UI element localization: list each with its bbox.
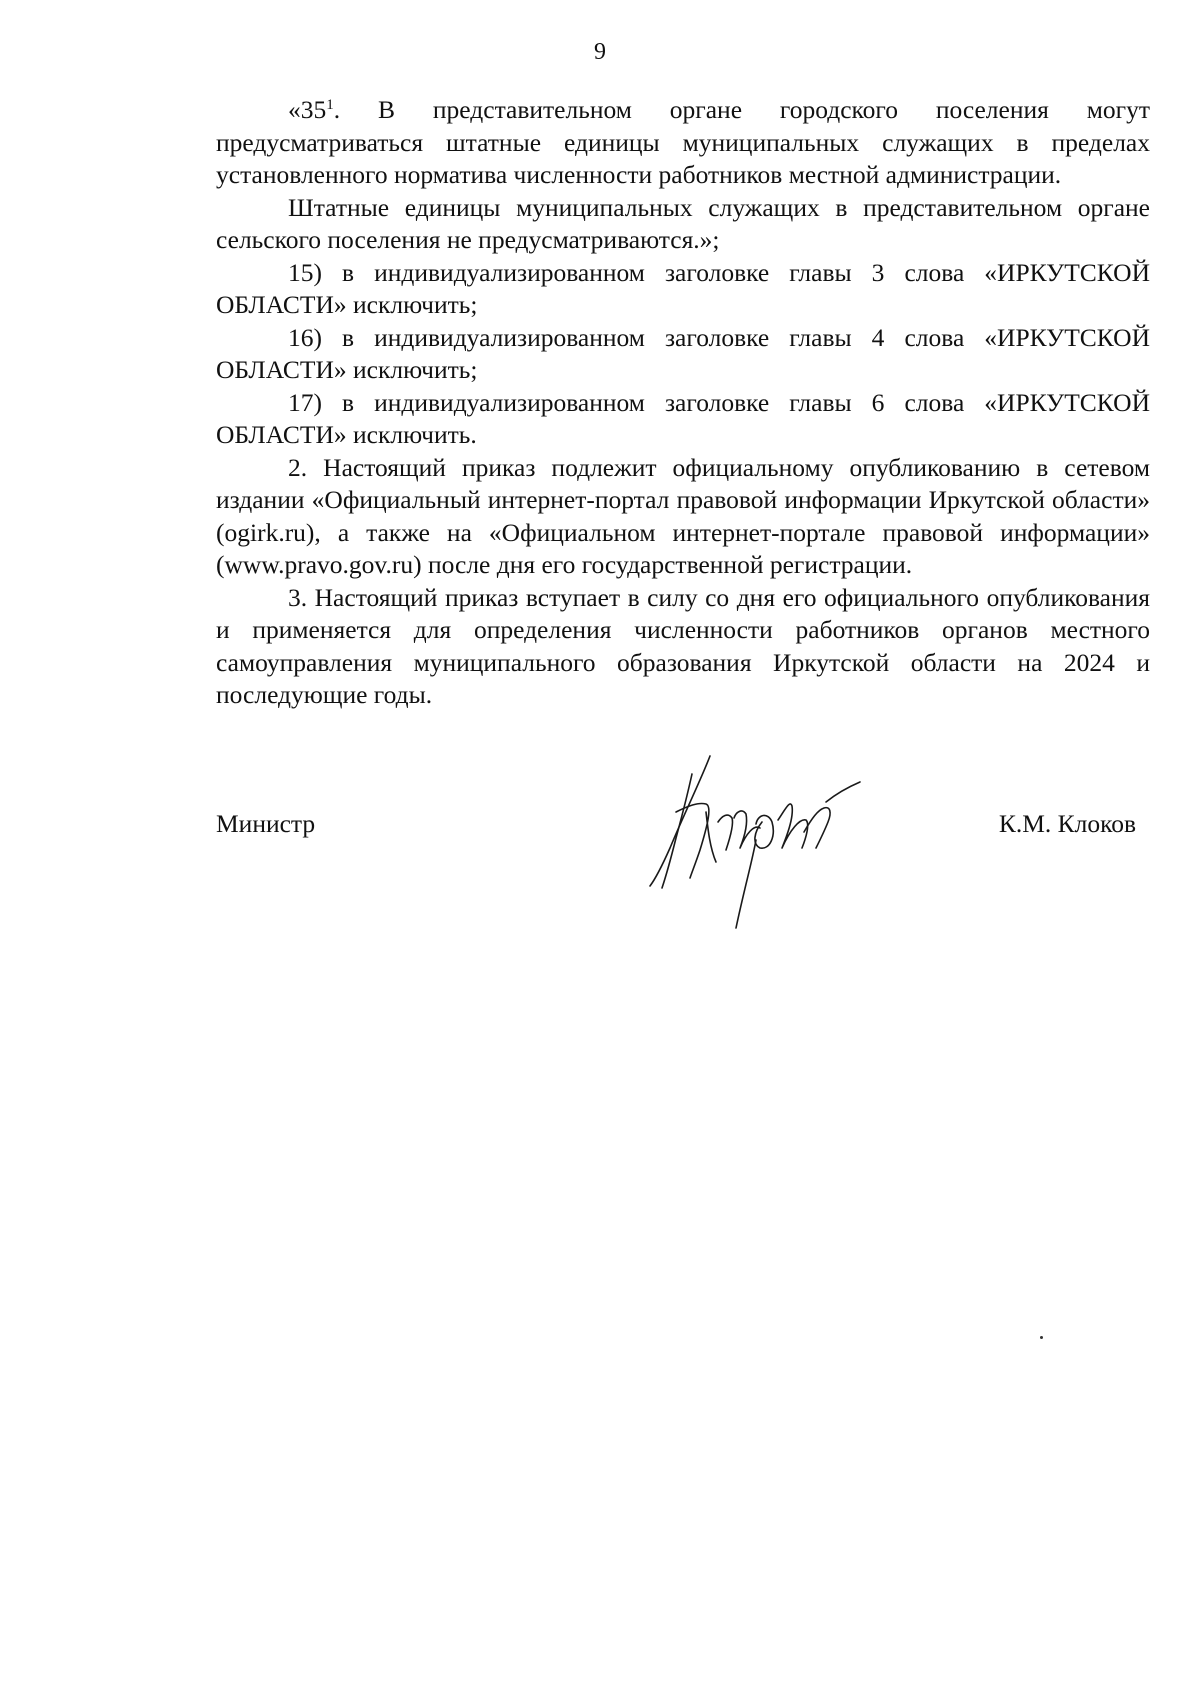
paragraph-article-35-1-text: . В представительном органе городского поселения могут предусматриваться штатные единицы муниципальных служащих в пределах установленного норматива численности работников местной администрации. <box>216 95 1150 189</box>
paragraph-article-35-1 <box>216 94 1150 192</box>
superscript-marker: 1 <box>326 97 334 113</box>
page-number: 9 <box>594 39 606 65</box>
signatory-name: К.М. Клоков <box>998 809 1136 838</box>
paragraph-entry-into-force: 3. Настоящий приказ вступает в силу со дня его официального опубликования и применяется для определения численности работников органов местного самоуправления муниципального образования Иркутской области на 2024 и последующие годы. <box>216 582 1150 709</box>
handwritten-signature <box>636 752 872 932</box>
paragraph-item-17: 17) в индивидуализированном заголовке главы 6 слова «ИРКУТСКОЙ ОБЛАСТИ» исключить. <box>216 387 1150 449</box>
paragraph-item-16: 16) в индивидуализированном заголовке главы 4 слова «ИРКУТСКОЙ ОБЛАСТИ» исключить; <box>216 322 1150 384</box>
document-body <box>216 94 1150 712</box>
paragraph-item-15: 15) в индивидуализированном заголовке главы 3 слова «ИРКУТСКОЙ ОБЛАСТИ» исключить; <box>216 257 1150 319</box>
paragraph-publication: 2. Настоящий приказ подлежит официальному опубликованию в сетевом издании «Официальный интернет-портал правовой информации Иркутской области» (ogirk.ru), а также на «Официальном интернет-портале правовой информации» (www.pravo.gov.ru) после дня его государственной регистрации. <box>216 452 1150 579</box>
paragraph-article-35-1-lead: «35 <box>288 95 327 124</box>
scan-speck <box>1040 1336 1043 1339</box>
paragraph-rural-settlement: Штатные единицы муниципальных служащих в представительном органе сельского поселения не предусматриваются.»; <box>216 192 1150 254</box>
signatory-position: Министр <box>216 809 316 838</box>
